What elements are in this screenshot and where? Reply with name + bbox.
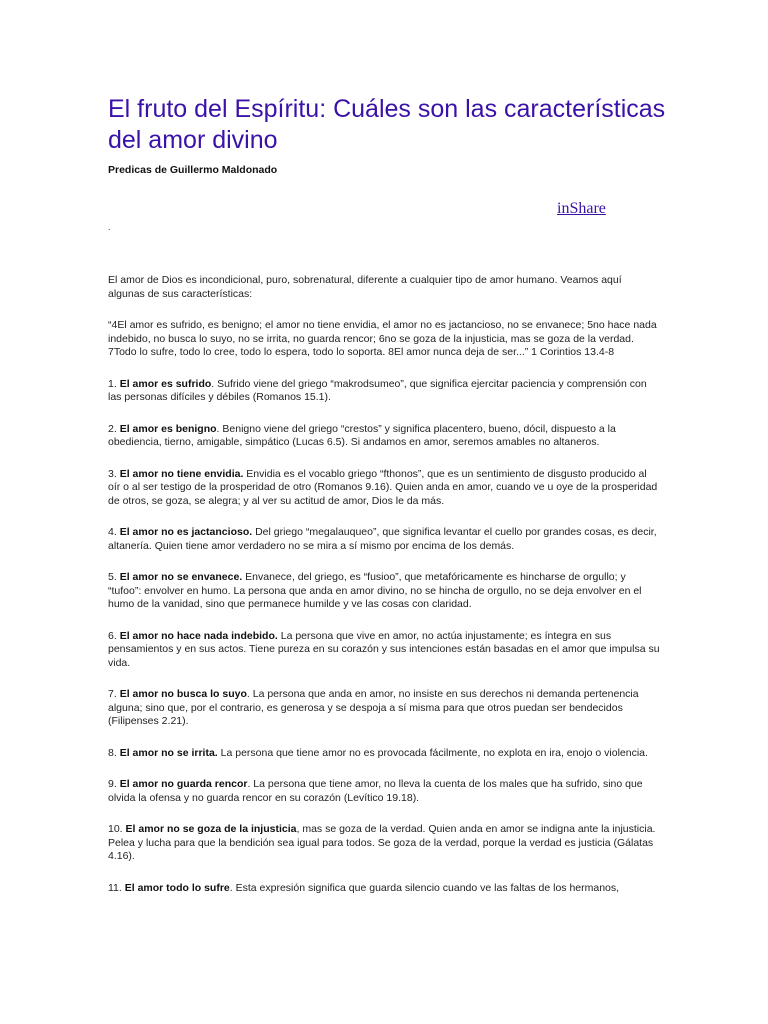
separator-dot: . [108,222,111,232]
item-heading: El amor no es jactancioso. [119,526,253,538]
item-text: Del griego “megalauqueo”, que significa levantar el cuello por grandes cosas, es decir, altanería. Quien tiene amor verdadero no se mira a sí mismo por encima de los demás. [108,526,657,552]
list-item [108,688,660,729]
item-text: . Benigno viene del griego “crestos” y significa placentero, bueno, dócil, dispuesto a la obediencia, tierno, amigable, simpático (Lucas 6.5). Si andamos en amor, seremos amables no altaneros. [108,422,616,448]
article-body [108,274,660,913]
item-heading: El amor es benigno [119,422,217,435]
item-text: , mas se goza de la verdad. Quien anda en amor se indigna ante la injusticia. Pelea y lucha para que la bendición sea igual para todos. Se goza de la verdad, porque la verdad es justicia (Gálatas 4.16). [108,823,656,862]
item-number: 11. [108,881,125,894]
inshare-link[interactable]: inShare [557,200,606,217]
item-heading: El amor no tiene envidia. [119,467,244,480]
item-heading: El amor no se goza de la injusticia [125,823,297,835]
quote-paragraph: “4El amor es sufrido, es benigno; el amor no tiene envidia, el amor no es jactancioso, no se envanece; 5no hace nada indebido, no busca lo suyo, no se irrita, no guarda rencor; 6no se goza de la injusticia, mas se goza de la verdad. 7Todo lo sufre, todo lo cree, todo lo espera, todo lo soporta. 8El amor nunca deja de ser...” 1 Corintios 13.4-8 [108,319,657,358]
item-number: 8. [108,746,120,759]
item-text: . La persona que tiene amor, no lleva la cuenta de los males que ha sufrido, sino que olvida la ofensa y no guarda rencor en su corazón (Levítico 19.18). [108,778,643,804]
item-text: . Esta expresión significa que guarda silencio cuando ve las faltas de los hermanos, [229,881,620,894]
item-number: 10. [108,823,126,835]
item-number: 9. [108,778,120,790]
item-heading: El amor es sufrido [119,377,212,390]
item-number: 6. [108,629,120,642]
intro-paragraph: El amor de Dios es incondicional, puro, sobrenatural, diferente a cualquier tipo de amor humano. Veamos aquí algunas de sus características: [108,274,622,300]
item-number: 7. [108,688,120,700]
item-text: . La persona que anda en amor, no insiste en sus derechos ni demanda pertenencia alguna; sino que, por el contrario, es generosa y se despoja a sí misma para que otros puedan ser bendecidos (Filipenses 2.21). [108,688,639,727]
list-item [108,882,660,896]
list-item [108,778,660,805]
list-item [108,571,660,612]
item-number: 5. [108,571,120,583]
item-text: . Sufrido viene del griego “makrodsumeo”, que significa ejercitar paciencia y comprensión con las personas difíciles y débiles (Romanos 15.1). [108,377,647,403]
item-text: Envidia es el vocablo griego “fthonos”, que es un sentimiento de disgusto producido al oír o al ser testigo de la prosperidad de otro (Romanos 9.16). Quien anda en amor, cuando ve u oye de la prosperidad de otros, se goza, se alegra; y al ver su actitud de amor, Dios le da más. [108,467,658,507]
item-number: 4. [108,526,120,538]
list-item [108,526,660,553]
item-heading: El amor no se envanece. [119,571,243,583]
item-text: La persona que tiene amor no es provocada fácilmente, no explota en ira, enojo o violencia. [217,746,648,759]
list-item [108,423,660,450]
item-heading: El amor no se irrita. [119,746,218,759]
author-subtitle: Predicas de Guillermo Maldonado [108,164,278,176]
page-title: El fruto del Espíritu: Cuáles son las características del amor divino [108,95,666,154]
list-item [108,747,660,761]
item-number: 1. [108,377,120,390]
list-item [108,630,660,671]
item-text: La persona que vive en amor, no actúa injustamente; es íntegra en sus pensamientos y en sus actos. Tiene pureza en su corazón y sus intenciones están basadas en el amor que impulsa su vida. [108,629,660,669]
item-number: 3. [108,467,120,480]
list-item [108,823,660,864]
item-heading: El amor no guarda rencor [119,778,248,790]
item-heading: El amor todo lo sufre [124,881,230,894]
list-item [108,378,660,405]
item-text: Envanece, del griego, es “fusioo”, que metafóricamente es hincharse de orgullo; y “tufoo”: envolver en humo. La persona que anda en amor divino, no se hincha de orgullo, no se deja envolver en el humo de la vanidad, sino que permanece humilde y ve las cosas con claridad. [108,571,642,610]
item-number: 2. [108,422,120,435]
item-heading: El amor no busca lo suyo [119,688,247,700]
list-item [108,468,660,509]
item-heading: El amor no hace nada indebido. [119,629,278,642]
